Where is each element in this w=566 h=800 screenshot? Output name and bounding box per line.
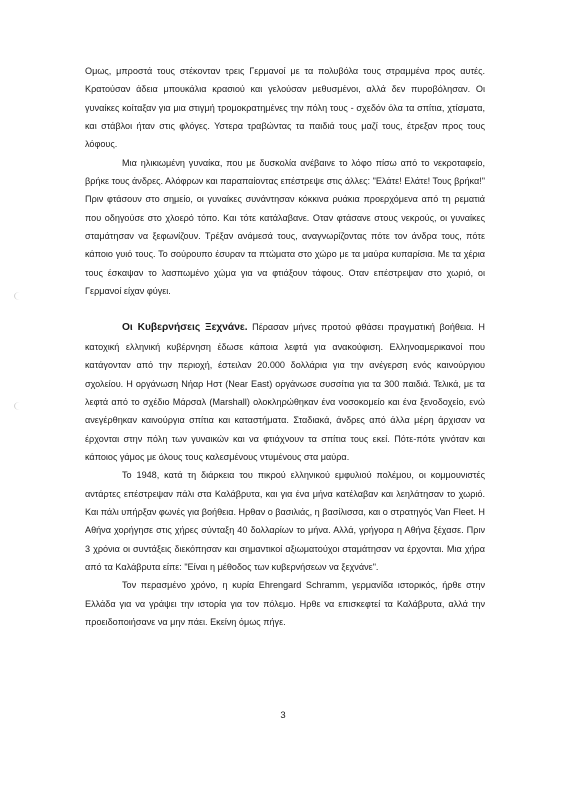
paragraph-schramm-visit: Τον περασμένο χρόνο, η κυρία Ehrengard Schramm, γερμανίδα ιστορικός, ήρθε στην Ελλάδα για να γράψει την ιστορία για τον πόλεμο. Ηρθε να επισκεφτεί τα Καλάβρυτα, αλλά την προειδοποιήσανε να μην πάει. Εκείνη όμως πήγε.: [85, 580, 485, 627]
binder-hole-mark: [14, 292, 25, 300]
page-number: 3: [280, 710, 286, 721]
page-body: [85, 62, 485, 631]
section-heading: Οι Κυβερνήσεις Ξεχνάνε.: [122, 322, 248, 334]
paragraph-women-flee: Ομως, μπροστά τους στέκονταν τρεις Γερμανοί με τα πολυβόλα τους στραμμένα προς αυτές. Κρατούσαν άδεια μπουκάλια κρασιού και γελούσαν μεθυσμένοι, αλλά δεν πυροβόλησαν. Οι γυναίκες κοίταξαν για μια στιγμή τρομοκρατημένες την πόλη τους - σχεδόν όλα τα σπίτια, χτίσματα, και στάβλοι ήταν στις φλόγες. Υστερα τραβώντας τα παιδιά τους μαζί τους, έτρεξαν προς τους λόφους.: [85, 66, 485, 150]
paragraph-civil-war: Το 1948, κατά τη διάρκεια του πικρού ελληνικού εμφυλιού πολέμου, οι κομμουνιστές αντάρτες επέστρεψαν πάλι στα Καλάβρυτα, και για ένα μήνα κατέλαβαν και λεηλάτησαν το χωριό. Και πάλι υπήρξαν φωνές για βοήθεια. Ηρθαν ο βασιλιάς, η βασίλισσα, και ο στρατηγός Van Fleet. Η Αθήνα χορήγησε στις χήρες σύνταξη 40 δολλαρίων το μήνα. Αλλά, γρήγορα η Αθήνα ξέχασε. Πριν 3 χρόνια οι συντάξεις διεκόπησαν και σημαντικοί αξιωματούχοι σταμάτησαν να έρχονται. Μια χήρα από τα Καλάβρυτα είπε: "Είναι η μέθοδος των κυβερνήσεων να ξεχνάνε".: [85, 470, 485, 572]
paragraph-help-text: Πέρασαν μήνες προτού φθάσει πραγματική βοήθεια. Η κατοχική ελληνική κυβέρνηση έδωσε κάποια λεφτά για ανακούφιση. Ελληνοαμερικανοί που κατάγονταν από την περιοχή, έστειλαν 20.000 δολλάρια για την ανέγερση ενός καινούργιου σχολείου. Η οργάνωση Νήαρ Ηστ (Near East) οργάνωσε συσσίτια για τα 300 παιδιά. Τελικά, με τα λεφτά από το σχέδιο Μάρσαλ (Marshall) ολοκληρώθηκαν ένα νοσοκομείο και ένα ξενοδοχείο, ενώ ανεγέρθηκαν καινούργια σπίτια και καταστήματα. Σταδιακά, άνδρες από άλλα μέρη άρχισαν να έρχονται στην πόλη των γυναικών και να φτιάχνουν τα σπίτια τους εκεί. Πότε-πότε γινόταν και κάποιος γάμος με όλους τους καλεσμένους ντυμένους στα μαύρα.: [85, 322, 485, 462]
paragraph-men-found: Μια ηλικιωμένη γυναίκα, που με δυσκολία ανέβαινε το λόφο πίσω από το νεκροταφείο, βρήκε τους άνδρες. Αλόφρων και παραπαίοντας επέστρεψε στις άλλες: "Ελάτε! Ελάτε! Τους βρήκα!" Πριν φτάσουν στο σημείο, οι γυναίκες συνάντησαν κόκκινα ρυάκια προερχόμενα από τη ρεματιά που οδηγούσε στο χλοερό τόπο. Και τότε κατάλαβανε. Οταν φτάσανε στους νεκρούς, οι γυναίκες σταμάτησαν να ξεφωνίζουν. Τρέξαν ανάμεσά τους, αναγνωρίζοντας πότε τον άνδρα τους, πότε κάποιο γυιό τους. Το σούρουπο έσυραν τα πτώματα στο χώρο με τα μαύρα κυπαρίσια. Με τα χέρια τους έσκαψαν το λασπωμένο χώμα για να φτιάξουν τάφους. Οταν επέστρεψαν στο χωριό, οι Γερμανοί είχαν φύγει.: [85, 157, 485, 297]
paragraph-help-arrives: [85, 318, 485, 466]
binder-hole-mark: [14, 402, 25, 410]
